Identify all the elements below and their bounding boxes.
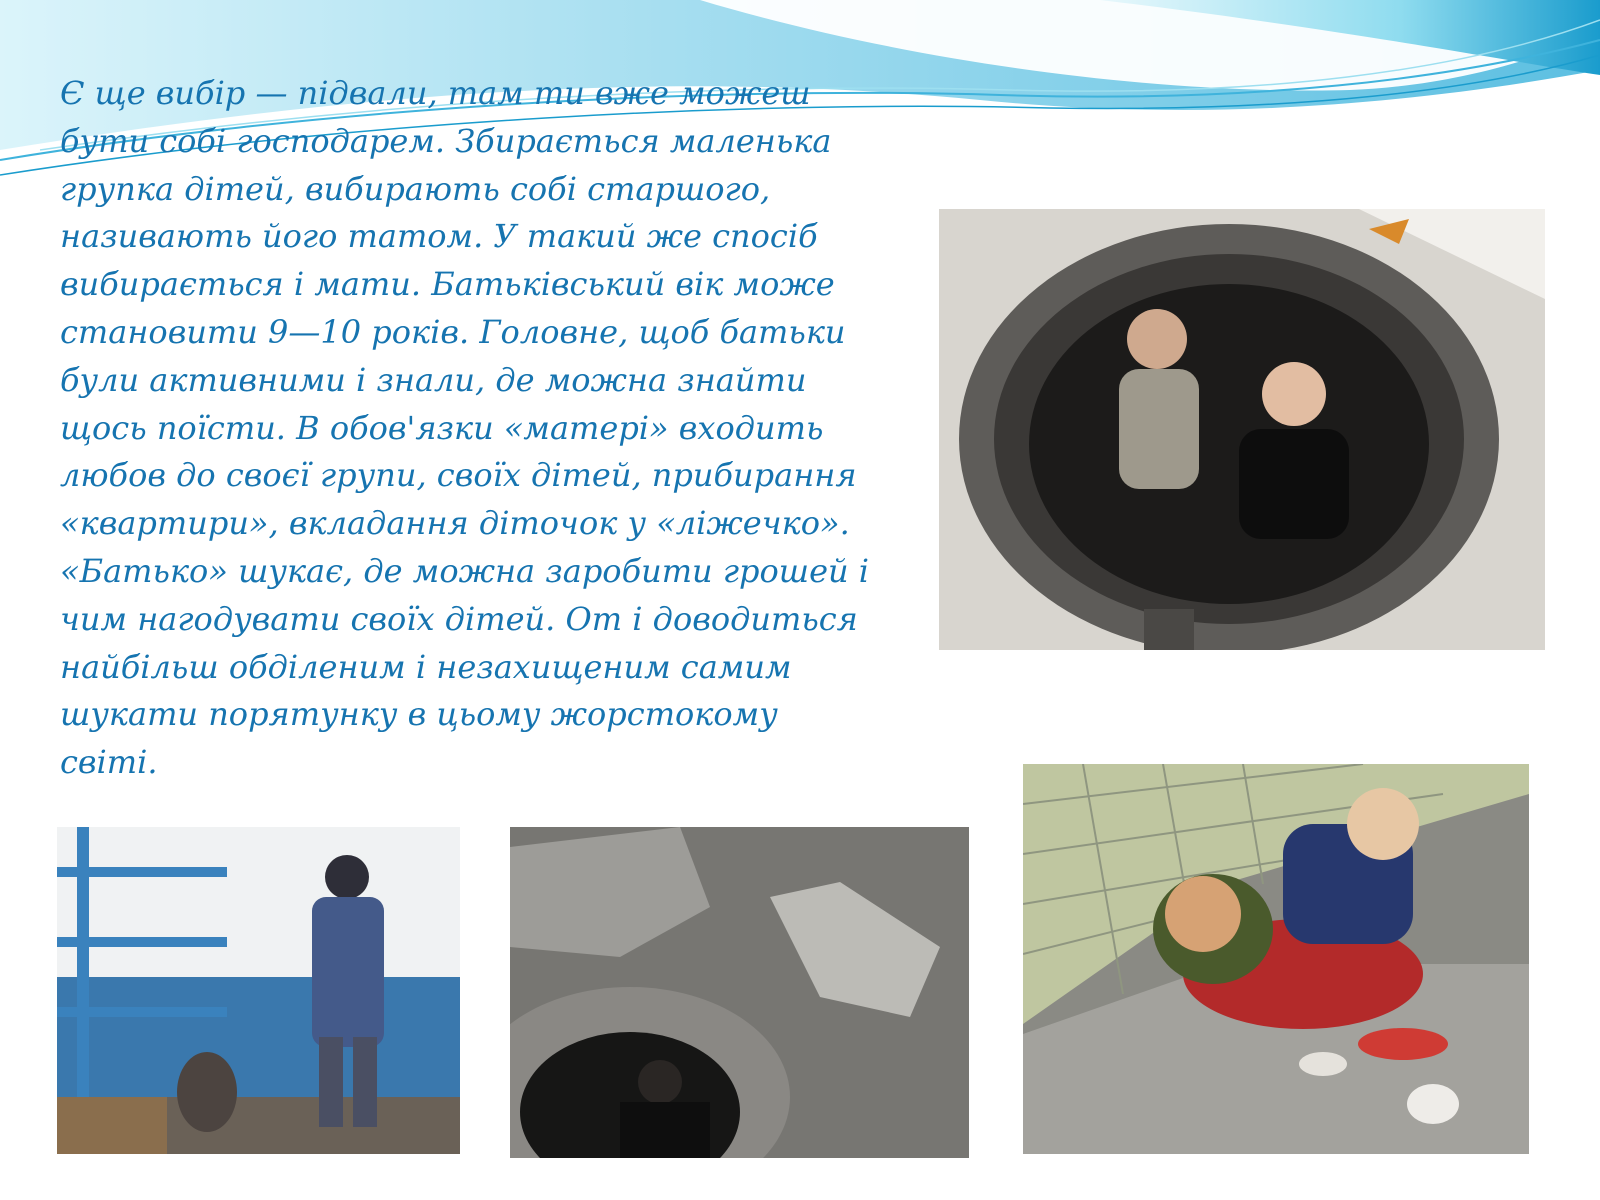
photo-children-in-manhole (939, 209, 1545, 650)
body-text: Є ще вибір — підвали, там ти вже можеш бути собі господарем. Збирається маленька групка дітей, вибирають собі старшого, називають його татом. У такий же спосіб вибирається і мати. Батьківський вік може становити 9—10 років. Головне, щоб батьки були активними і знали, де можна знайти щось поїсти. В обов'язки «матері» входить любов до своєї групи, своїх дітей, прибирання «квартири», вкладання діточок у «ліжечко». «Батько» шукає, де можна заробити грошей і чим нагодувати своїх дітей. От і доводиться найбільш обділеним і незахищеним самим шукати порятунку в цьому жорстокому світі. (60, 74, 870, 782)
photo-sleeping-children (1023, 764, 1529, 1154)
photo-manhole-with-rocks (510, 827, 969, 1158)
photo-boy-in-basement (57, 827, 460, 1154)
